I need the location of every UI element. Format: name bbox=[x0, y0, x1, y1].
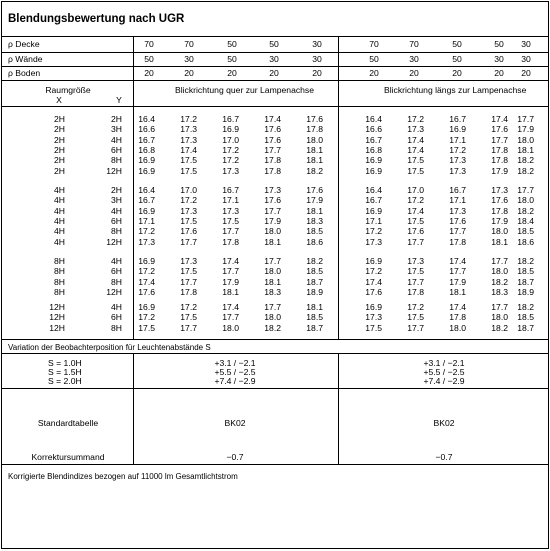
rule-line bbox=[2, 339, 548, 340]
rho-value: 70 bbox=[369, 39, 379, 49]
room-y: 2H bbox=[111, 114, 122, 124]
ugr-value: 17.6 bbox=[264, 195, 281, 206]
ugr-value: 17.4 bbox=[449, 256, 466, 266]
rho-value: 50 bbox=[227, 39, 237, 49]
ugr-value: 17.7 bbox=[517, 114, 534, 124]
ugr-value: 17.5 bbox=[138, 322, 155, 333]
variation-value: +3.1 / −2.1 bbox=[423, 358, 465, 368]
ugr-value: 16.9 bbox=[365, 205, 382, 216]
ugr-value: 18.0 bbox=[491, 312, 508, 323]
room-y: 6H bbox=[111, 266, 122, 277]
ugr-value: 17.5 bbox=[407, 165, 424, 176]
ugr-value: 18.2 bbox=[517, 205, 534, 216]
ugr-value: 18.1 bbox=[264, 276, 281, 287]
variation-value: +5.5 / −2.5 bbox=[214, 367, 256, 377]
room-y: 6H bbox=[111, 312, 122, 323]
page-title: Blendungsbewertung nach UGR bbox=[8, 13, 185, 25]
ugr-value: 18.3 bbox=[491, 286, 508, 297]
ugr-value: 17.1 bbox=[449, 195, 466, 206]
standard-table-value: BK02 bbox=[433, 418, 455, 428]
ugr-value: 18.2 bbox=[517, 155, 534, 166]
ugr-value: 17.2 bbox=[180, 114, 197, 124]
ugr-value: 17.1 bbox=[449, 134, 466, 145]
ugr-value: 17.7 bbox=[407, 236, 424, 247]
rule-line bbox=[2, 36, 548, 37]
rule-line bbox=[338, 353, 339, 464]
ugr-value: 18.2 bbox=[264, 322, 281, 333]
ugr-value: 18.3 bbox=[264, 286, 281, 297]
rho-value: 20 bbox=[184, 68, 194, 78]
ugr-value: 18.0 bbox=[491, 226, 508, 237]
variation-label: S = 2.0H bbox=[48, 376, 82, 386]
room-x: 2H bbox=[54, 165, 65, 176]
room-y: 4H bbox=[111, 134, 122, 145]
ugr-value: 16.8 bbox=[365, 144, 382, 155]
ugr-value: 17.4 bbox=[138, 276, 155, 287]
ugr-value: 18.1 bbox=[449, 286, 466, 297]
ugr-value: 17.7 bbox=[449, 266, 466, 277]
ugr-value: 17.8 bbox=[222, 236, 239, 247]
rho-value: 70 bbox=[144, 39, 154, 49]
ugr-value: 17.3 bbox=[180, 134, 197, 145]
correction-label: Korrektursummand bbox=[31, 452, 105, 462]
ugr-value: 18.2 bbox=[491, 276, 508, 287]
rho-value: 20 bbox=[144, 68, 154, 78]
ugr-value: 16.7 bbox=[222, 114, 239, 124]
ugr-value: 17.6 bbox=[306, 185, 323, 195]
rho-value: 20 bbox=[312, 68, 322, 78]
header-room-size: Raumgröße bbox=[45, 85, 91, 95]
ugr-value: 17.9 bbox=[491, 215, 508, 226]
ugr-value: 16.4 bbox=[365, 114, 382, 124]
ugr-value: 17.6 bbox=[180, 226, 197, 237]
ugr-value: 17.2 bbox=[222, 144, 239, 155]
rule-line bbox=[2, 388, 548, 389]
room-x: 2H bbox=[54, 124, 65, 135]
ugr-value: 17.5 bbox=[222, 215, 239, 226]
ugr-value: 17.4 bbox=[407, 205, 424, 216]
rule-line bbox=[133, 353, 134, 464]
rho-value: 50 bbox=[144, 54, 154, 64]
ugr-value: 17.2 bbox=[180, 302, 197, 312]
ugr-value: 17.8 bbox=[264, 165, 281, 176]
ugr-value: 18.0 bbox=[264, 226, 281, 237]
room-y: 3H bbox=[111, 124, 122, 135]
ugr-value: 17.6 bbox=[491, 195, 508, 206]
ugr-value: 16.7 bbox=[449, 185, 466, 195]
ugr-value: 18.6 bbox=[306, 236, 323, 247]
ugr-value: 17.8 bbox=[306, 124, 323, 135]
room-x: 12H bbox=[49, 302, 65, 312]
ugr-value: 17.4 bbox=[222, 256, 239, 266]
ugr-value: 17.7 bbox=[449, 226, 466, 237]
ugr-value: 17.3 bbox=[449, 155, 466, 166]
ugr-value: 17.6 bbox=[491, 124, 508, 135]
ugr-value: 16.6 bbox=[138, 124, 155, 135]
room-x: 4H bbox=[54, 226, 65, 237]
ugr-value: 17.2 bbox=[365, 226, 382, 237]
rho-value: 50 bbox=[269, 39, 279, 49]
ugr-value: 16.4 bbox=[138, 185, 155, 195]
variation-label: S = 1.0H bbox=[48, 358, 82, 368]
ugr-value: 16.9 bbox=[138, 165, 155, 176]
rule-line bbox=[338, 36, 339, 339]
ugr-value: 17.5 bbox=[407, 312, 424, 323]
ugr-value: 18.7 bbox=[517, 322, 534, 333]
ugr-value: 18.0 bbox=[517, 195, 534, 206]
room-y: 8H bbox=[111, 226, 122, 237]
room-x: 4H bbox=[54, 205, 65, 216]
ugr-value: 18.1 bbox=[306, 205, 323, 216]
ugr-value: 18.0 bbox=[264, 266, 281, 277]
ugr-value: 18.9 bbox=[517, 286, 534, 297]
ugr-value: 18.0 bbox=[517, 134, 534, 145]
room-y: 12H bbox=[106, 286, 122, 297]
ugr-value: 17.6 bbox=[138, 286, 155, 297]
ugr-value: 17.7 bbox=[180, 322, 197, 333]
ugr-value: 17.3 bbox=[180, 124, 197, 135]
ugr-value: 17.4 bbox=[222, 302, 239, 312]
ugr-value: 17.3 bbox=[365, 312, 382, 323]
ugr-value: 17.3 bbox=[222, 165, 239, 176]
ugr-value: 16.7 bbox=[365, 134, 382, 145]
ugr-value: 17.8 bbox=[449, 312, 466, 323]
ugr-value: 17.7 bbox=[491, 134, 508, 145]
variation-label: S = 1.5H bbox=[48, 367, 82, 377]
rho-value: 30 bbox=[494, 54, 504, 64]
ugr-value: 18.1 bbox=[222, 286, 239, 297]
room-x: 2H bbox=[54, 155, 65, 166]
room-x: 4H bbox=[54, 215, 65, 226]
ugr-value: 18.1 bbox=[306, 302, 323, 312]
ugr-value: 17.5 bbox=[180, 312, 197, 323]
ugr-value: 17.6 bbox=[264, 134, 281, 145]
rule-line bbox=[2, 353, 548, 354]
room-y: 4H bbox=[111, 205, 122, 216]
room-y: 2H bbox=[111, 185, 122, 195]
correction-value: −0.7 bbox=[435, 452, 453, 462]
ugr-value: 17.2 bbox=[407, 302, 424, 312]
ugr-value: 17.7 bbox=[180, 276, 197, 287]
ugr-value: 17.7 bbox=[491, 302, 508, 312]
room-x: 12H bbox=[49, 312, 65, 323]
ugr-value: 17.7 bbox=[407, 322, 424, 333]
rule-line bbox=[2, 464, 548, 465]
ugr-value: 17.6 bbox=[365, 286, 382, 297]
ugr-value: 18.5 bbox=[306, 266, 323, 277]
ugr-value: 17.3 bbox=[449, 165, 466, 176]
room-y: 12H bbox=[106, 165, 122, 176]
ugr-value: 18.2 bbox=[517, 165, 534, 176]
ugr-value: 18.1 bbox=[306, 155, 323, 166]
rho-value: 70 bbox=[409, 39, 419, 49]
ugr-value: 17.5 bbox=[365, 322, 382, 333]
ugr-value: 17.3 bbox=[138, 236, 155, 247]
room-x: 8H bbox=[54, 256, 65, 266]
ugr-value: 17.8 bbox=[264, 155, 281, 166]
room-y: 4H bbox=[111, 256, 122, 266]
ugr-value: 17.7 bbox=[407, 276, 424, 287]
rho-value: 30 bbox=[312, 54, 322, 64]
ugr-value: 17.8 bbox=[491, 205, 508, 216]
ugr-value: 17.8 bbox=[491, 155, 508, 166]
room-y: 6H bbox=[111, 215, 122, 226]
ugr-value: 17.0 bbox=[180, 185, 197, 195]
variation-value: +7.4 / −2.9 bbox=[423, 376, 465, 386]
ugr-value: 17.7 bbox=[491, 256, 508, 266]
ugr-value: 17.8 bbox=[407, 286, 424, 297]
header-y: Y bbox=[116, 95, 122, 105]
ugr-value: 17.2 bbox=[407, 114, 424, 124]
standard-table-value: BK02 bbox=[224, 418, 246, 428]
ugr-value: 17.4 bbox=[365, 276, 382, 287]
ugr-value: 16.9 bbox=[138, 302, 155, 312]
ugr-value: 17.3 bbox=[180, 205, 197, 216]
ugr-value: 16.7 bbox=[138, 134, 155, 145]
room-y: 8H bbox=[111, 322, 122, 333]
room-x: 8H bbox=[54, 276, 65, 287]
rho-value: 30 bbox=[312, 39, 322, 49]
rho-value: 20 bbox=[521, 68, 531, 78]
rule-line bbox=[2, 80, 548, 81]
ugr-value: 16.7 bbox=[222, 185, 239, 195]
rule-line bbox=[2, 52, 548, 53]
ugr-value: 18.2 bbox=[306, 165, 323, 176]
ugr-value: 17.5 bbox=[180, 266, 197, 277]
rho-value: 30 bbox=[269, 54, 279, 64]
ugr-value: 18.0 bbox=[491, 266, 508, 277]
ugr-value: 17.3 bbox=[264, 185, 281, 195]
ugr-value: 18.1 bbox=[491, 236, 508, 247]
ugr-value: 17.8 bbox=[491, 144, 508, 155]
ugr-value: 17.9 bbox=[491, 165, 508, 176]
rho-value: 20 bbox=[269, 68, 279, 78]
ugr-value: 17.4 bbox=[180, 144, 197, 155]
ugr-value: 17.3 bbox=[180, 256, 197, 266]
ugr-value: 17.2 bbox=[138, 266, 155, 277]
ugr-value: 17.2 bbox=[138, 312, 155, 323]
ugr-value: 16.9 bbox=[365, 165, 382, 176]
room-y: 3H bbox=[111, 195, 122, 206]
ugr-value: 17.4 bbox=[407, 134, 424, 145]
ugr-value: 17.2 bbox=[222, 155, 239, 166]
ugr-value: 17.1 bbox=[138, 215, 155, 226]
ugr-value: 16.9 bbox=[449, 124, 466, 135]
ugr-value: 16.9 bbox=[138, 155, 155, 166]
ugr-value: 17.3 bbox=[407, 124, 424, 135]
ugr-value: 18.5 bbox=[517, 226, 534, 237]
rule-line bbox=[133, 36, 134, 339]
rule-line bbox=[2, 106, 548, 107]
rho-value: 20 bbox=[369, 68, 379, 78]
ugr-value: 18.1 bbox=[306, 144, 323, 155]
room-x: 2H bbox=[54, 134, 65, 145]
ugr-value: 16.7 bbox=[138, 195, 155, 206]
ugr-value: 16.9 bbox=[365, 256, 382, 266]
rule-line bbox=[2, 66, 548, 67]
ugr-value: 18.0 bbox=[306, 134, 323, 145]
ugr-value: 16.9 bbox=[138, 256, 155, 266]
rho-label: ρ Boden bbox=[8, 68, 41, 78]
rho-value: 20 bbox=[409, 68, 419, 78]
ugr-value: 18.5 bbox=[306, 312, 323, 323]
header-direction-across: Blickrichtung quer zur Lampenachse bbox=[175, 85, 315, 95]
ugr-table bbox=[1, 1, 549, 549]
ugr-value: 17.9 bbox=[449, 276, 466, 287]
ugr-value: 16.8 bbox=[138, 144, 155, 155]
standard-table-label: Standardtabelle bbox=[37, 418, 99, 428]
rho-value: 20 bbox=[494, 68, 504, 78]
header-x: X bbox=[56, 95, 62, 105]
ugr-value: 17.7 bbox=[517, 185, 534, 195]
ugr-value: 18.7 bbox=[306, 276, 323, 287]
rho-value: 20 bbox=[452, 68, 462, 78]
ugr-value: 17.3 bbox=[449, 205, 466, 216]
ugr-value: 18.6 bbox=[517, 236, 534, 247]
ugr-value: 16.6 bbox=[365, 124, 382, 135]
variation-value: +3.1 / −2.1 bbox=[214, 358, 256, 368]
ugr-value: 17.4 bbox=[264, 114, 281, 124]
variation-value: +5.5 / −2.5 bbox=[423, 367, 465, 377]
ugr-value: 18.0 bbox=[264, 312, 281, 323]
ugr-value: 17.1 bbox=[222, 195, 239, 206]
room-x: 12H bbox=[49, 322, 65, 333]
ugr-value: 16.9 bbox=[138, 205, 155, 216]
ugr-value: 18.5 bbox=[306, 226, 323, 237]
ugr-value: 17.5 bbox=[407, 266, 424, 277]
ugr-value: 17.2 bbox=[449, 144, 466, 155]
ugr-value: 18.9 bbox=[306, 286, 323, 297]
ugr-value: 16.9 bbox=[222, 124, 239, 135]
ugr-value: 18.2 bbox=[306, 256, 323, 266]
ugr-value: 18.2 bbox=[517, 302, 534, 312]
ugr-value: 16.7 bbox=[365, 195, 382, 206]
room-x: 8H bbox=[54, 266, 65, 277]
ugr-value: 18.3 bbox=[306, 215, 323, 226]
ugr-value: 18.0 bbox=[449, 322, 466, 333]
ugr-value: 18.2 bbox=[491, 322, 508, 333]
room-y: 12H bbox=[106, 236, 122, 247]
ugr-value: 18.1 bbox=[517, 144, 534, 155]
ugr-value: 17.7 bbox=[264, 205, 281, 216]
variation-value: +7.4 / −2.9 bbox=[214, 376, 256, 386]
room-y: 4H bbox=[111, 302, 122, 312]
ugr-value: 18.7 bbox=[517, 276, 534, 287]
ugr-value: 17.7 bbox=[222, 312, 239, 323]
ugr-value: 17.6 bbox=[306, 114, 323, 124]
rho-value: 70 bbox=[184, 39, 194, 49]
ugr-value: 17.9 bbox=[264, 215, 281, 226]
ugr-value: 17.5 bbox=[407, 155, 424, 166]
ugr-value: 18.0 bbox=[222, 322, 239, 333]
ugr-value: 17.4 bbox=[449, 302, 466, 312]
ugr-value: 17.8 bbox=[449, 236, 466, 247]
ugr-value: 18.7 bbox=[306, 322, 323, 333]
rho-value: 50 bbox=[494, 39, 504, 49]
room-x: 4H bbox=[54, 236, 65, 247]
ugr-value: 17.3 bbox=[491, 185, 508, 195]
correction-value: −0.7 bbox=[226, 452, 244, 462]
rho-value: 50 bbox=[369, 54, 379, 64]
ugr-value: 16.4 bbox=[365, 185, 382, 195]
ugr-value: 17.7 bbox=[180, 236, 197, 247]
rho-value: 20 bbox=[227, 68, 237, 78]
ugr-value: 17.5 bbox=[407, 215, 424, 226]
room-x: 2H bbox=[54, 114, 65, 124]
ugr-value: 17.2 bbox=[138, 226, 155, 237]
ugr-value: 18.1 bbox=[264, 236, 281, 247]
rho-value: 30 bbox=[184, 54, 194, 64]
ugr-value: 17.9 bbox=[306, 195, 323, 206]
ugr-value: 17.5 bbox=[180, 155, 197, 166]
room-y: 8H bbox=[111, 155, 122, 166]
ugr-value: 16.7 bbox=[449, 114, 466, 124]
ugr-value: 17.7 bbox=[264, 302, 281, 312]
ugr-value: 17.3 bbox=[365, 236, 382, 247]
rho-value: 50 bbox=[452, 54, 462, 64]
ugr-value: 17.6 bbox=[264, 124, 281, 135]
footnote: Korrigierte Blendindizes bezogen auf 11000 lm Gesamtlichtstrom bbox=[8, 472, 238, 481]
ugr-value: 17.7 bbox=[222, 266, 239, 277]
ugr-value: 17.3 bbox=[222, 205, 239, 216]
ugr-value: 17.2 bbox=[365, 266, 382, 277]
ugr-value: 17.7 bbox=[264, 256, 281, 266]
ugr-value: 17.6 bbox=[407, 226, 424, 237]
ugr-value: 18.5 bbox=[517, 312, 534, 323]
rho-value: 30 bbox=[409, 54, 419, 64]
ugr-value: 17.2 bbox=[407, 195, 424, 206]
room-x: 2H bbox=[54, 144, 65, 155]
rho-value: 50 bbox=[452, 39, 462, 49]
ugr-value: 17.2 bbox=[180, 195, 197, 206]
ugr-value: 17.3 bbox=[407, 256, 424, 266]
rho-value: 50 bbox=[227, 54, 237, 64]
ugr-value: 17.9 bbox=[517, 124, 534, 135]
rho-label: ρ Wände bbox=[8, 54, 43, 64]
rho-value: 30 bbox=[521, 39, 531, 49]
room-x: 4H bbox=[54, 195, 65, 206]
ugr-value: 17.7 bbox=[222, 226, 239, 237]
room-y: 8H bbox=[111, 276, 122, 287]
room-y: 6H bbox=[111, 144, 122, 155]
room-x: 4H bbox=[54, 185, 65, 195]
rho-value: 30 bbox=[521, 54, 531, 64]
ugr-value: 16.9 bbox=[365, 155, 382, 166]
variation-heading: Variation der Beobachterposition für Leuchtenabstände S bbox=[8, 343, 211, 352]
rho-label: ρ Decke bbox=[8, 39, 40, 49]
ugr-value: 17.9 bbox=[222, 276, 239, 287]
ugr-value: 17.5 bbox=[180, 215, 197, 226]
ugr-value: 18.5 bbox=[517, 266, 534, 277]
ugr-value: 17.8 bbox=[180, 286, 197, 297]
ugr-value: 16.4 bbox=[138, 114, 155, 124]
ugr-value: 18.4 bbox=[517, 215, 534, 226]
ugr-value: 17.4 bbox=[491, 114, 508, 124]
ugr-value: 17.5 bbox=[180, 165, 197, 176]
ugr-value: 17.0 bbox=[407, 185, 424, 195]
ugr-value: 16.9 bbox=[365, 302, 382, 312]
header-direction-along: Blickrichtung längs zur Lampenachse bbox=[384, 85, 527, 95]
ugr-value: 17.7 bbox=[264, 144, 281, 155]
ugr-value: 17.0 bbox=[222, 134, 239, 145]
ugr-value: 17.4 bbox=[407, 144, 424, 155]
ugr-value: 17.1 bbox=[365, 215, 382, 226]
ugr-value: 17.6 bbox=[449, 215, 466, 226]
ugr-value: 18.2 bbox=[517, 256, 534, 266]
room-x: 8H bbox=[54, 286, 65, 297]
